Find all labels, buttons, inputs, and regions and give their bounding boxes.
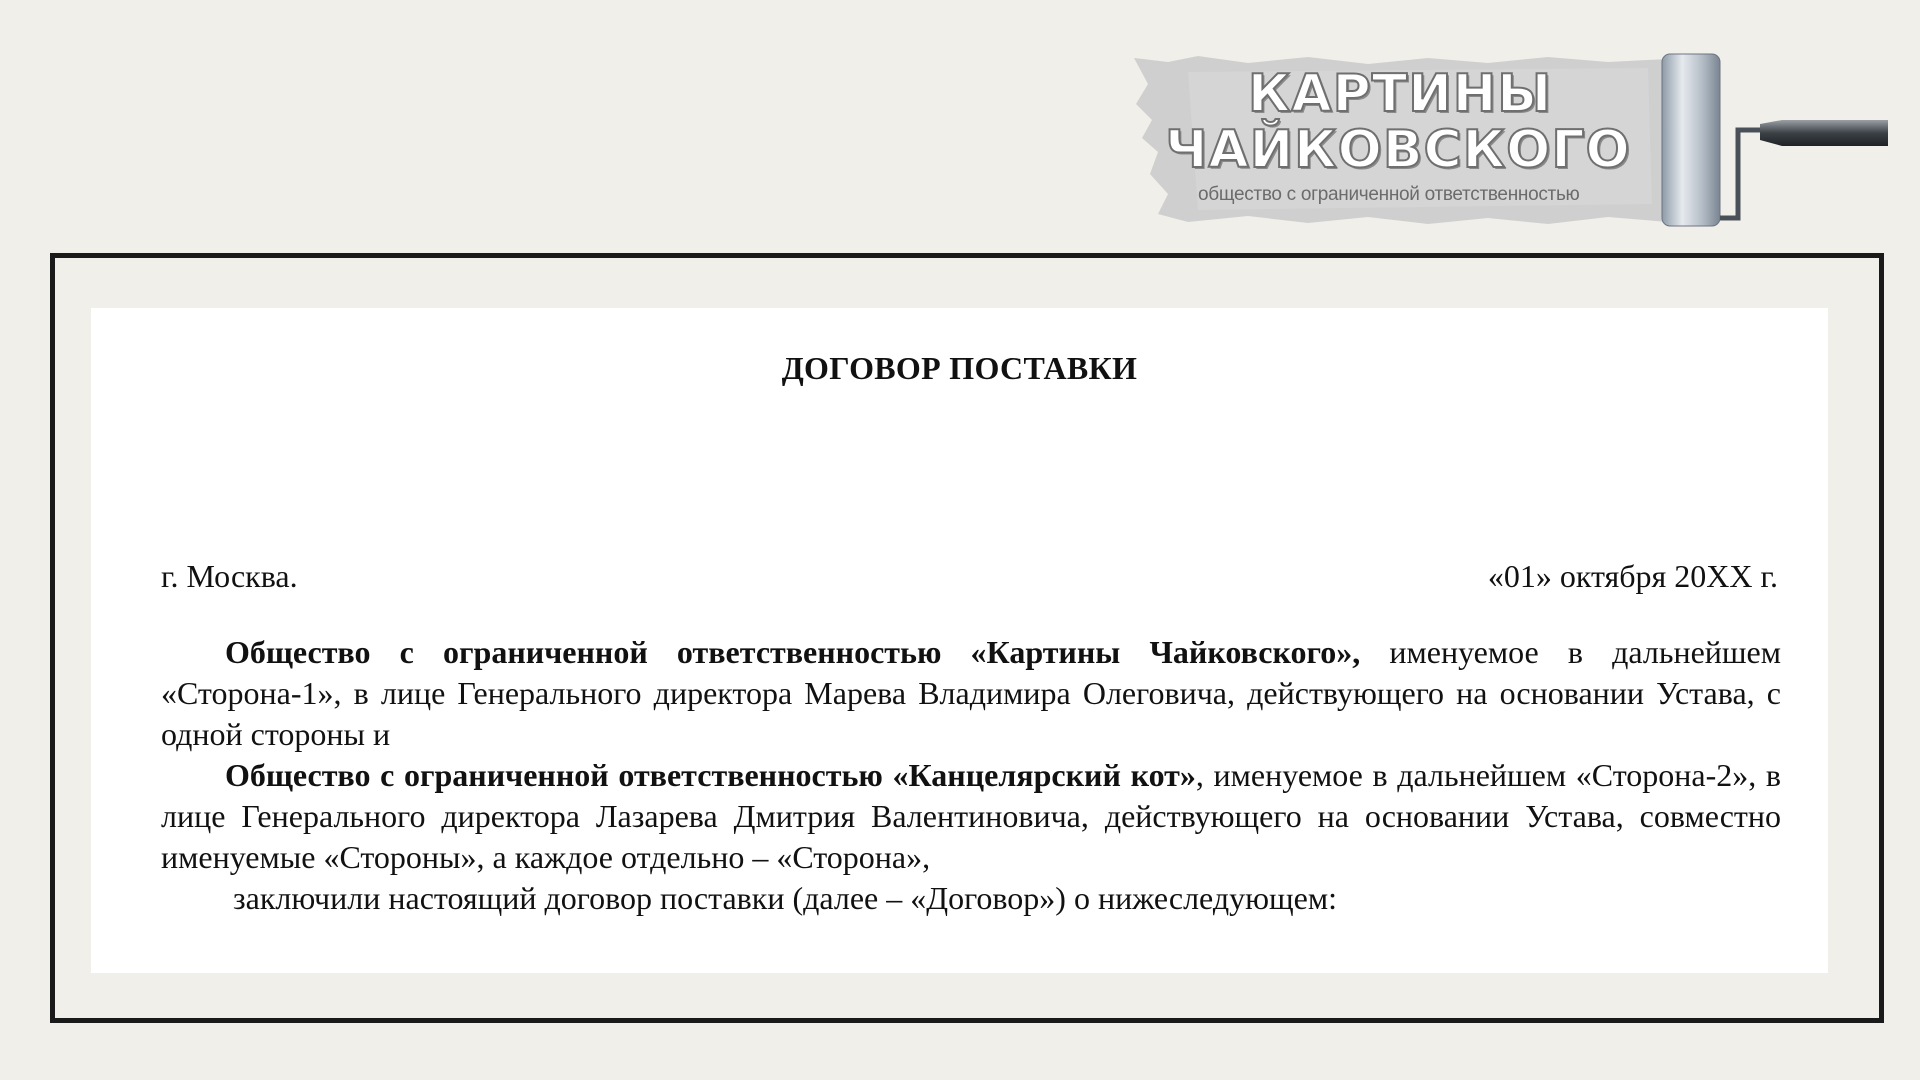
document-frame: [50, 253, 1884, 1023]
party-1-paragraph: [161, 632, 1781, 755]
logo-title-line-1: КАРТИНЫ: [1247, 64, 1553, 124]
paint-roller-icon: [1652, 50, 1888, 230]
party-2-text: , именуемое в дальнейшем «Сторона-2», в лице Генерального директора Лазарева Дмитрия Валентиновича, действующего на основании Устава, совместно именуемые «Стороны», а каждое отдельно – «Сторона»,: [161, 757, 1782, 875]
contract-city: г. Москва.: [161, 558, 298, 594]
document-title: ДОГОВОР ПОСТАВКИ: [781, 350, 1138, 386]
party-2-paragraph: [161, 755, 1781, 878]
logo-subtitle: общество с ограниченной ответственностью: [1198, 184, 1580, 205]
contract-date: «01» октября 20XX г.: [1487, 558, 1778, 594]
company-logo: [1128, 50, 1888, 230]
document-body: [161, 632, 1781, 919]
document-page: [91, 308, 1828, 973]
party-2-name: Общество с ограниченной ответственностью «Канцелярский кот»: [225, 757, 1196, 793]
logo-title-line-2: ЧАЙКОВСКОГО: [1165, 120, 1631, 180]
party-1-name: Общество с ограниченной ответственностью «Картины Чайковского»,: [225, 634, 1361, 670]
closing-paragraph: заключили настоящий договор поставки (далее – «Договор») о нижеследующем:: [233, 880, 1337, 916]
party-1-text: именуемое в дальнейшем «Сторона-1», в лице Генерального директора Марева Владимира Олеговича, действующего на основании Устава, с одной стороны и: [161, 634, 1782, 752]
